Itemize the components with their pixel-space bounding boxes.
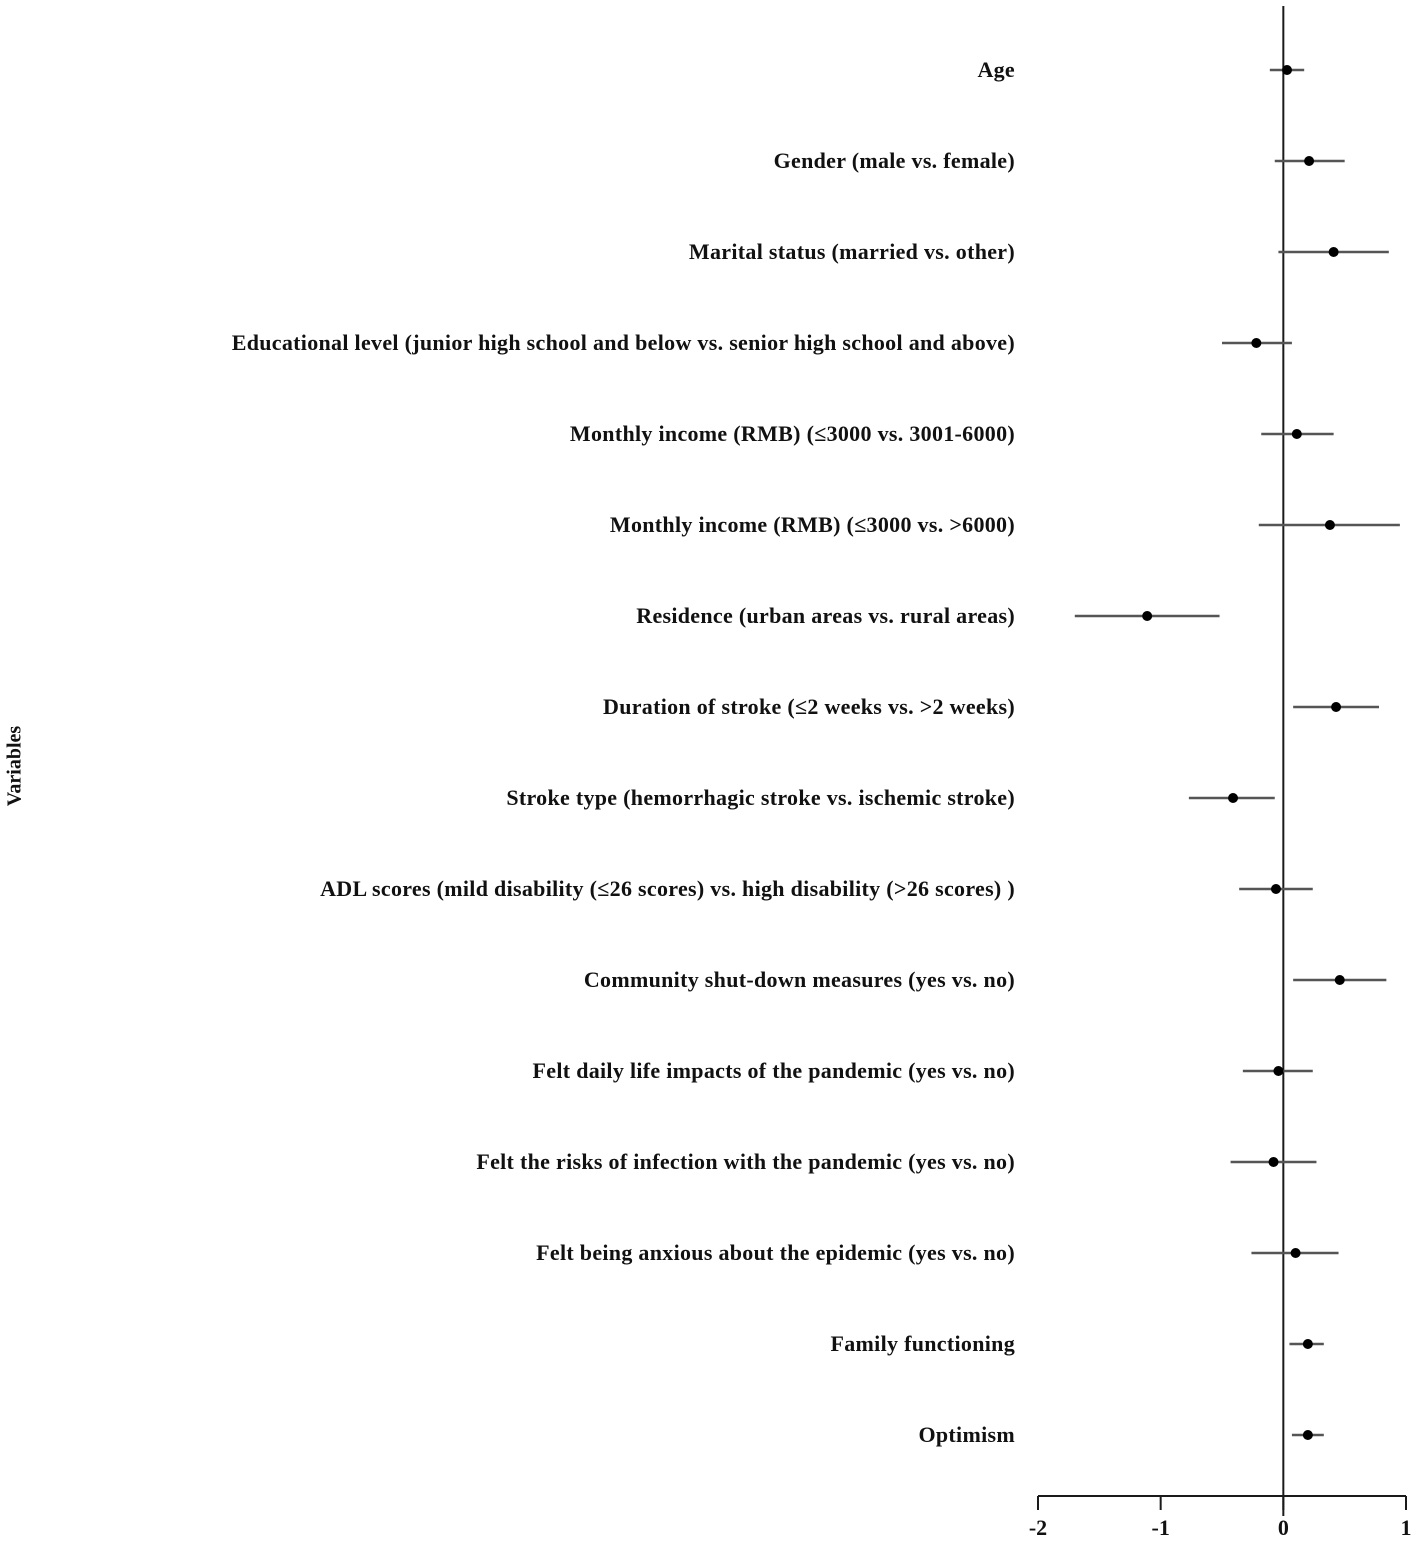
row-label: Optimism [918,1422,1015,1447]
y-axis-label: Variables [3,725,26,807]
point-estimate [1251,338,1261,348]
row-label: Residence (urban areas vs. rural areas) [636,603,1015,628]
x-tick-label: 0 [1277,1515,1289,1540]
x-tick-label: -1 [1151,1515,1170,1540]
point-estimate [1142,611,1152,621]
point-estimate [1303,1339,1313,1349]
point-estimate [1304,156,1314,166]
point-estimate [1269,1157,1279,1167]
row-label: Stroke type (hemorrhagic stroke vs. ischemic stroke) [506,785,1015,810]
row-label: Felt daily life impacts of the pandemic (yes vs. no) [532,1058,1015,1083]
row-label: Family functioning [830,1331,1015,1356]
point-estimate [1271,884,1281,894]
row-label: ADL scores (mild disability (≤26 scores) vs. high disability (>26 scores) ) [320,876,1015,901]
point-estimate [1291,1248,1301,1258]
row-label: Monthly income (RMB) (≤3000 vs. >6000) [609,512,1015,537]
x-tick-label: 1 [1400,1515,1412,1540]
point-estimate [1329,247,1339,257]
point-estimate [1292,429,1302,439]
row-label: Duration of stroke (≤2 weeks vs. >2 weeks) [603,694,1015,719]
point-estimate [1282,65,1292,75]
row-label: Gender (male vs. female) [773,148,1015,173]
point-estimate [1335,975,1345,985]
point-estimate [1331,702,1341,712]
row-label: Community shut-down measures (yes vs. no) [583,967,1015,992]
point-estimate [1325,520,1335,530]
row-label: Felt the risks of infection with the pandemic (yes vs. no) [476,1149,1015,1174]
point-estimate [1228,793,1238,803]
row-label: Age [977,57,1015,82]
row-label: Educational level (junior high school and below vs. senior high school and above) [231,330,1015,355]
point-estimate [1273,1066,1283,1076]
row-label: Monthly income (RMB) (≤3000 vs. 3001-6000) [569,421,1015,446]
x-tick-label: -2 [1028,1515,1048,1540]
point-estimate [1303,1430,1313,1440]
row-label: Marital status (married vs. other) [688,239,1015,264]
row-label: Felt being anxious about the epidemic (yes vs. no) [536,1240,1015,1265]
